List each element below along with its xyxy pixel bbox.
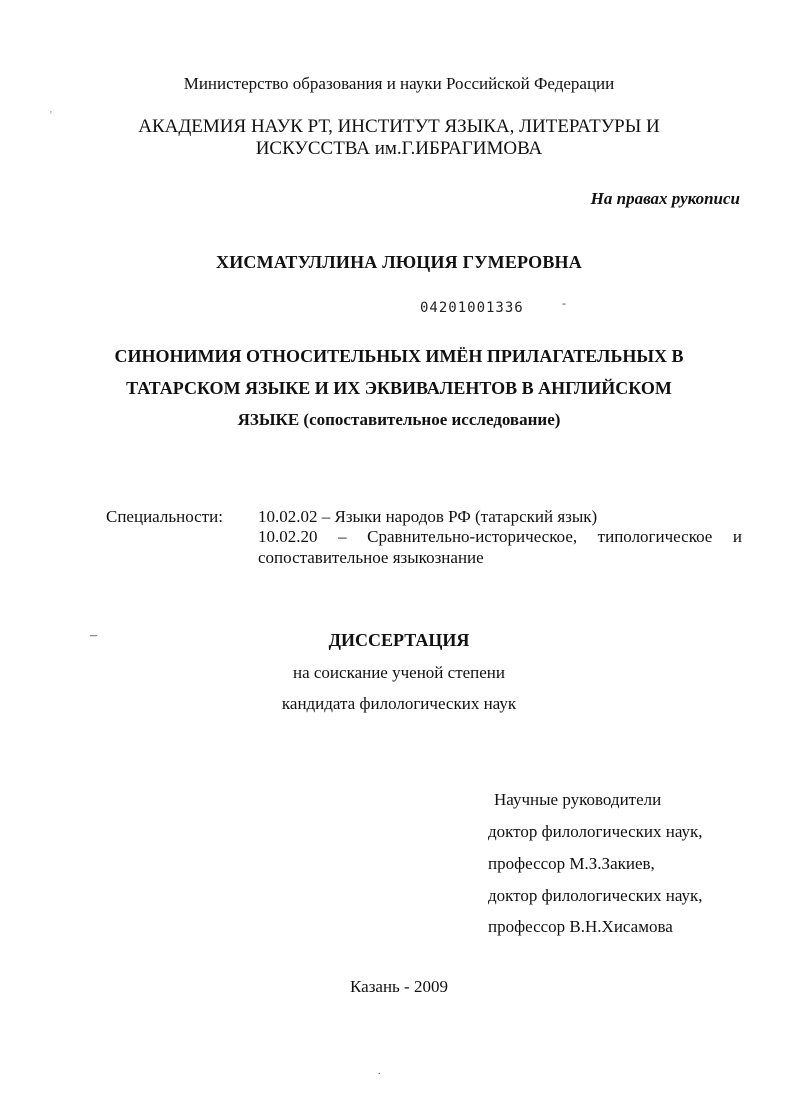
scan-dot-mark: . — [378, 1066, 381, 1077]
supervisors-heading: Научные руководители — [494, 790, 662, 809]
supervisor-line-1: доктор филологических наук, — [488, 822, 703, 841]
supervisor-line-2: профессор М.З.Закиев, — [488, 854, 655, 873]
supervisor-line-4: профессор В.Н.Хисамова — [488, 917, 673, 936]
registry-mark: - — [562, 296, 566, 310]
supervisor-line-3: доктор филологических наук, — [488, 886, 703, 905]
scan-mark: ' — [50, 110, 52, 121]
scan-dash-mark: – — [90, 628, 97, 643]
academy-line-2: ИСКУССТВА им.Г.ИБРАГИМОВА — [255, 138, 543, 159]
ministry-line: Министерство образования и науки Российской Федерации — [183, 74, 615, 93]
dissertation-degree-line-1: на соискание ученой степени — [292, 663, 506, 682]
academy-line-1: АКАДЕМИЯ НАУК РТ, ИНСТИТУТ ЯЗЫКА, ЛИТЕРАТУРЫ И — [138, 116, 660, 137]
registry-code: 04201001336 — [420, 300, 524, 316]
specialty-item-1: 10.02.02 – Языки народов РФ (татарский язык) — [258, 507, 598, 526]
dissertation-heading: ДИССЕРТАЦИЯ — [328, 630, 470, 650]
specialty-item-2-continued: сопоставительное языкознание — [258, 548, 484, 567]
specialty-item-2: 10.02.20 – Сравнительно-историческое, типологическое и — [258, 527, 742, 546]
title-line-2: ТАТАРСКОМ ЯЗЫКЕ И ИХ ЭКВИВАЛЕНТОВ В АНГЛИЙСКОМ — [126, 378, 672, 398]
author-name: ХИСМАТУЛЛИНА ЛЮЦИЯ ГУМЕРОВНА — [216, 252, 582, 272]
specialties-label: Специальности: — [106, 507, 223, 526]
dissertation-degree-line-2: кандидата филологических наук — [281, 694, 517, 713]
manuscript-note: На правах рукописи — [590, 189, 740, 208]
title-line-1: СИНОНИМИЯ ОТНОСИТЕЛЬНЫХ ИМЁН ПРИЛАГАТЕЛЬНЫХ В — [114, 346, 684, 366]
city-year: Казань - 2009 — [350, 977, 448, 996]
title-line-3: ЯЗЫКЕ (сопоставительное исследование) — [237, 410, 561, 429]
